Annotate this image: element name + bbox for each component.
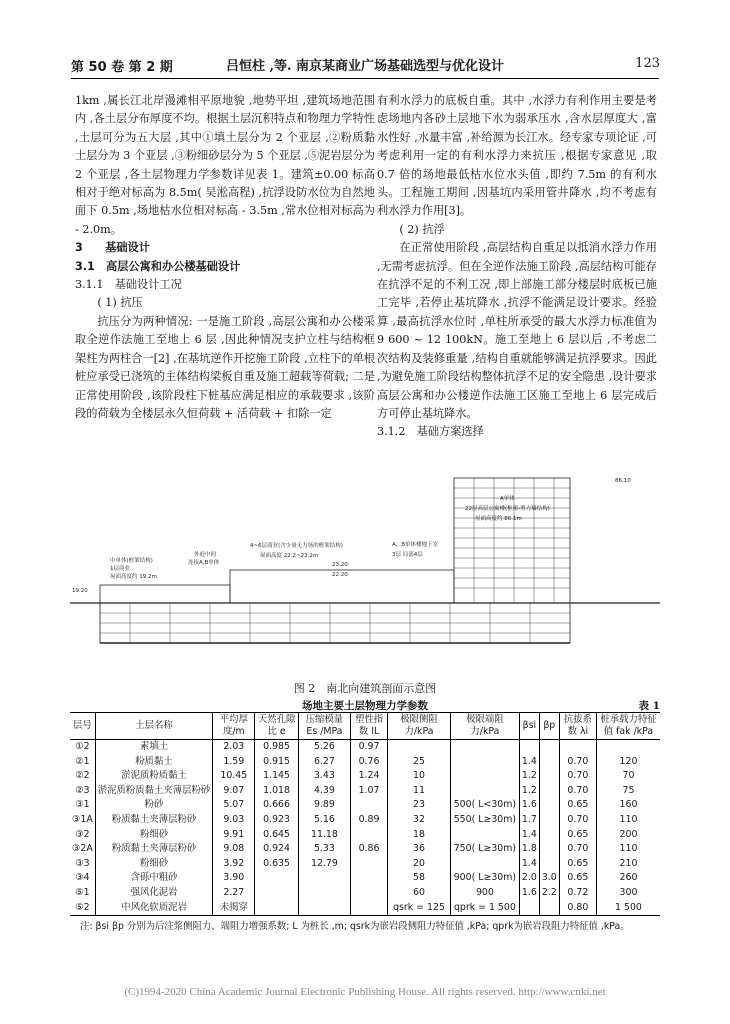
table-cell (350, 828, 387, 843)
table-cell (255, 871, 299, 886)
table-cell: ③2 (75, 828, 90, 840)
table-cell: ③2A (72, 843, 93, 855)
table-cell (298, 871, 350, 886)
table-cell: 1.4 (519, 755, 539, 770)
table-cell: qsrk = 125 (388, 901, 451, 916)
label-d: 中单体(框架结构) (110, 558, 153, 564)
table-header-cell: 压缩模量 Es /MPa (298, 713, 350, 740)
level-23-20: 23.20 (332, 562, 348, 568)
table-cell: 0.645 (255, 828, 299, 843)
table-cell: ③3 (75, 857, 90, 869)
table-header-cell: 天然孔隙比 e (255, 713, 299, 740)
right-column (377, 92, 657, 442)
table-cell (350, 798, 387, 813)
table-cell (388, 740, 451, 755)
table-cell: 36 (388, 842, 451, 857)
paragraph: 有利水浮力的底板自重。其中 ,水浮力有利作用主要是考虑场地内各砂土层地下水为弱承压水 ,含水层厚度大 ,富水性好 ,水量丰富 ,补给源为长江水。经专家专项论证 ,可考虑利用一定的有利水浮力来抗压 ,根据专家意见 ,取 0.7 倍的场地最低枯水位水头值 ,即约 7.5m 的有利水头。工程施工期间 ,因基坑内采用管井降水 ,均不考虑有利水浮力作用[3]。 (377, 94, 657, 218)
left-column (75, 92, 375, 423)
table-header-cell: 平均厚度/m (213, 713, 255, 740)
table-cell: 0.70 (559, 755, 596, 770)
table-cell: 5.26 (298, 740, 350, 755)
table-cell: 0.80 (559, 901, 596, 916)
table-cell: 粉细砂 (95, 857, 213, 872)
table-cell: 4.39 (298, 784, 350, 799)
page-number: 123 (635, 56, 660, 71)
table-cell: 2.2 (539, 886, 559, 901)
copyright-footer: (C)1994-2020 China Academic Journal Electronic Publishing House. All rights reserved. http://www.cnki.net (124, 986, 606, 998)
paragraph: 1km ,属长江北岸漫滩相平原地貌 ,地势平坦 ,建筑场地范围内 ,各土层分布厚度不均。根据土层沉积特点和物理力学特性 ,土层可分为五大层 ,其中①填土层分为 2 个亚层 ,②粉质黏土层分为 3 个亚层 ,③粉细砂层分为 5 个亚层 ,⑤泥岩层分为 2 个亚层 ,各土层物理力学参数详见表 1。建筑±0.00 标高相对于绝对标高为 8.5m( 吴淞高程) ,抗浮设防水位为自然地面下 0.5m ,场地枯水位相对标高 - 3.5m ,常水位相对标高为 - 2.0m。 (75, 94, 375, 236)
table-header-cell: 桩承载力特征值 fak /kPa (596, 713, 660, 740)
table-cell: 75 (596, 784, 660, 799)
label-c: A、B单体楼地下室 (392, 542, 439, 548)
table-cell: 2.03 (213, 740, 255, 755)
journal-volume: 第 50 卷 第 2 期 (71, 60, 173, 75)
table-cell: 含砾中粗砂 (95, 871, 213, 886)
table-row (70, 871, 660, 886)
paragraph: 在正常使用阶段 ,高层结构自重足以抵消水浮力作用 ,无需考虑抗浮。但在全逆作法施工阶段 ,高层结构可能存在抗浮不足的不利工况 ,即上部施工部分楼层时底板已施工完毕 ,若停止基坑降水 ,抗浮不能满足设计要求。经验算 ,最高抗浮水位时 ,单柱所承受的最大水浮力标准值为 9 600 ~ 12 100kN。施工至地上 6 层以后 ,不考虑二次结构及装修重量 ,结构自重就能够满足抗浮要求。因此 ,为避免施工阶段结构整体抗浮不足的安全隐患 ,设计要求高层公寓和办公楼逆作法施工区施工至地上 6 层完成后方可停止基坑降水。 (377, 241, 657, 420)
table-cell: 3.43 (298, 769, 350, 784)
table-cell (539, 740, 559, 755)
table-cell: 强风化泥岩 (95, 886, 213, 901)
table-cell: ②1 (75, 755, 90, 767)
table-cell: 0.70 (559, 769, 596, 784)
table-cell: 1.24 (350, 769, 387, 784)
table-cell (539, 769, 559, 784)
table-cell (450, 755, 519, 770)
table-cell: 5.33 (298, 842, 350, 857)
table-cell: 18 (388, 828, 451, 843)
label-a3: 屋面高度约 86.1m (475, 516, 522, 522)
table-cell: 0.72 (559, 886, 596, 901)
table-cell: 1.018 (255, 784, 299, 799)
table-cell: 60 (388, 886, 451, 901)
table-cell: 粉细砂 (95, 828, 213, 843)
table-cell: 0.923 (255, 813, 299, 828)
table-cell: 32 (388, 813, 451, 828)
table-cell: 9.07 (213, 784, 255, 799)
table-header-cell: 极限端阻力/kPa (450, 713, 519, 740)
table-cell: 1.7 (519, 813, 539, 828)
level-22-20: 22.20 (332, 572, 348, 578)
table-cell: 0.70 (559, 784, 596, 799)
subheading-compression: ( 1) 抗压 (97, 296, 143, 310)
table-cell: qprk = 1 500 (450, 901, 519, 916)
table-cell (539, 813, 559, 828)
table-cell (596, 740, 660, 755)
label-d3: 屋面高度约 19.2m (110, 574, 157, 580)
table-cell: 0.97 (350, 740, 387, 755)
table-cell: 110 (596, 842, 660, 857)
table-cell (298, 886, 350, 901)
table-cell: 粉质黏土夹薄层粉砂 (95, 813, 213, 828)
table-cell: 1.2 (519, 784, 539, 799)
level-86-10: 86.10 (615, 478, 631, 484)
table-row (70, 769, 660, 784)
table-cell (350, 886, 387, 901)
table-cell: 0.70 (559, 813, 596, 828)
table-cell: 500( L<30m) (450, 798, 519, 813)
header-rule (71, 78, 659, 79)
table-row (70, 901, 660, 916)
table-cell: 1.2 (519, 769, 539, 784)
table-cell: 1.8 (519, 842, 539, 857)
running-header (0, 0, 730, 80)
label-b2: 屋面高度 22.2~23.2m (260, 553, 319, 559)
table-cell: 淤泥质粉质黏土 (95, 769, 213, 784)
paragraph: 抗压分为两种情况: 一是施工阶段 ,高层公寓和办公楼采取全逆作法施工至地上 6 层 ,因此种情况支护立柱与结构框架柱为两柱合一[2] ,在基坑逆作开挖施工阶段 ,立柱下的单根桩应承受已浇筑的主体结构梁板自重及施工超载等荷载; 二是正常使用阶段 ,该阶段柱下桩基应满足相应的承载要求 ,该阶段的荷载为全楼层永久恒荷载 + 活荷载 + 扣除一定 (75, 314, 375, 420)
table-cell: 25 (388, 755, 451, 770)
table-cell: 11.18 (298, 828, 350, 843)
table-cell: 23 (388, 798, 451, 813)
section-heading-3: 3 基础设计 (75, 241, 150, 255)
table-cell: 素填土 (95, 740, 213, 755)
table-cell (255, 886, 299, 901)
table-cell: 0.915 (255, 755, 299, 770)
table-cell: 0.70 (559, 842, 596, 857)
table-cell (539, 755, 559, 770)
table-cell: 900( L≥30m) (450, 871, 519, 886)
table-cell: 未揭穿 (213, 901, 255, 916)
table-row (70, 784, 660, 799)
table-header-cell: βsi (519, 713, 539, 740)
label-c2: 3层 局部4层 (392, 552, 423, 558)
figure-caption: 图 2 南北向建筑剖面示意图 (293, 682, 437, 695)
table-cell: ⑤1 (75, 886, 90, 898)
table-cell (450, 828, 519, 843)
table-cell: 2.0 (519, 871, 539, 886)
table-cell: 6.27 (298, 755, 350, 770)
table-cell: 260 (596, 871, 660, 886)
table-cell: ①2 (75, 741, 90, 752)
table-cell: 0.666 (255, 798, 299, 813)
table-cell: 3.90 (213, 871, 255, 886)
section-heading-3-1: 3.1 高层公寓和办公楼基础设计 (75, 259, 241, 273)
table-cell: 3.0 (539, 871, 559, 886)
table-cell: 粉砂 (95, 798, 213, 813)
table-cell (450, 857, 519, 872)
table-cell: 0.985 (255, 740, 299, 755)
label-e2: 连接A,B单体 (188, 560, 220, 566)
table-header-cell: 土层名称 (95, 713, 213, 740)
table-cell (298, 901, 350, 916)
label-e: 外庭中间 (194, 552, 217, 558)
table-cell (350, 857, 387, 872)
table-title: 场地主要土层物理力学参数 (302, 700, 428, 712)
table-cell: 300 (596, 886, 660, 901)
table-cell (519, 901, 539, 916)
table-cell: 200 (596, 828, 660, 843)
table-number: 表 1 (638, 700, 660, 712)
building-section-figure (70, 470, 660, 675)
label-b: 4~6层商业(含少量无力场的框架结构) (250, 543, 343, 549)
table-row (70, 798, 660, 813)
table-cell: 1.59 (213, 755, 255, 770)
table-cell (539, 857, 559, 872)
table-cell (539, 842, 559, 857)
table-row (70, 828, 660, 843)
table-cell (539, 798, 559, 813)
table-cell: 750( L≥30m) (450, 842, 519, 857)
table-cell (539, 784, 559, 799)
label-a: A单体 (500, 496, 515, 502)
table-row (70, 755, 660, 770)
table-note: 注: βsi βp 分别为后注浆侧阻力、端阻力增强系数; L 为桩长 ,m; qsrk为嵌岩段侧阻力特征值 ,kPa; qprk为嵌岩段阻力特征值 ,kPa。 (80, 921, 630, 932)
table-cell: 粉质黏土 (95, 755, 213, 770)
table-cell: 0.635 (255, 857, 299, 872)
table-cell: 3.92 (213, 857, 255, 872)
label-a2: 22层高层公寓楼(框架-剪力墙结构) (465, 506, 550, 512)
table-cell: 20 (388, 857, 451, 872)
table-cell (559, 740, 596, 755)
table-cell: 1.145 (255, 769, 299, 784)
table-cell: 1.6 (519, 886, 539, 901)
table-cell: 70 (596, 769, 660, 784)
section-heading-3-1-1: 3.1.1 基础设计工况 (75, 278, 182, 292)
table-cell: 10 (388, 769, 451, 784)
table-cell (519, 740, 539, 755)
table-cell: 0.65 (559, 828, 596, 843)
table-cell: ⑤2 (70, 901, 95, 916)
table-header-cell: 极限侧阻力/kPa (388, 713, 451, 740)
table-cell: 160 (596, 798, 660, 813)
table-cell: 0.65 (559, 857, 596, 872)
table-cell: ③4 (75, 872, 90, 884)
table-cell: ③1A (72, 813, 93, 825)
table-cell: 9.89 (298, 798, 350, 813)
table-cell: ②3 (75, 784, 90, 796)
table-cell (450, 784, 519, 799)
table-cell (350, 871, 387, 886)
section-heading-3-1-2: 3.1.2 基础方案选择 (377, 425, 484, 439)
subheading-uplift: ( 2) 抗浮 (399, 222, 445, 236)
soil-parameter-table (70, 712, 660, 916)
table-cell (450, 740, 519, 755)
table-cell: 10.45 (213, 769, 255, 784)
table-row (70, 740, 660, 755)
table-cell: 1.4 (519, 857, 539, 872)
table-cell: 550( L≥30m) (450, 813, 519, 828)
table-cell: 0.89 (350, 813, 387, 828)
table-cell: 11 (388, 784, 451, 799)
table-row (70, 813, 660, 828)
table-header-cell: 塑性指数 IL (350, 713, 387, 740)
table-row (70, 857, 660, 872)
table-cell: ②2 (75, 770, 90, 782)
table-header-cell: 层号 (70, 713, 95, 740)
table-header-cell: 抗拔系数 λi (559, 713, 596, 740)
table-cell: 9.08 (213, 842, 255, 857)
table-cell: 0.86 (350, 842, 387, 857)
table-row (70, 842, 660, 857)
table-cell (450, 769, 519, 784)
table-cell: 9.03 (213, 813, 255, 828)
table-cell (539, 901, 559, 916)
table-row (70, 886, 660, 901)
table-cell: 0.65 (559, 798, 596, 813)
table-cell: 9.91 (213, 828, 255, 843)
table-cell: 1.6 (519, 798, 539, 813)
table-cell: 1.4 (519, 828, 539, 843)
table-cell: 5.16 (298, 813, 350, 828)
table-cell: 900 (450, 886, 519, 901)
table-cell: 2.27 (213, 886, 255, 901)
table-cell: 1 500 (596, 901, 660, 916)
table-cell (539, 828, 559, 843)
table-cell: 210 (596, 857, 660, 872)
table-cell: 淤泥质粉质黏土夹薄层粉砂 (95, 784, 213, 799)
table-cell: 粉质黏土夹薄层粉砂 (95, 842, 213, 857)
table-cell: 0.76 (350, 755, 387, 770)
table-cell: 1.07 (350, 784, 387, 799)
table-cell (350, 901, 387, 916)
table-cell: ③1 (75, 799, 90, 811)
table-cell: 110 (596, 813, 660, 828)
label-d2: 1层商业 (110, 566, 130, 572)
table-cell: 58 (388, 871, 451, 886)
table-cell: 0.924 (255, 842, 299, 857)
table-cell: 120 (596, 755, 660, 770)
table-cell: 12.79 (298, 857, 350, 872)
table-cell: 中风化软质泥岩 (95, 901, 213, 916)
table-cell: 5.07 (213, 798, 255, 813)
table-cell (255, 901, 299, 916)
running-title: 吕恒柱 ,等. 南京某商业广场基础选型与优化设计 (225, 59, 505, 74)
table-cell: 0.65 (559, 871, 596, 886)
table-header-cell: βp (539, 713, 559, 740)
level-19-20: 19.20 (72, 588, 88, 594)
